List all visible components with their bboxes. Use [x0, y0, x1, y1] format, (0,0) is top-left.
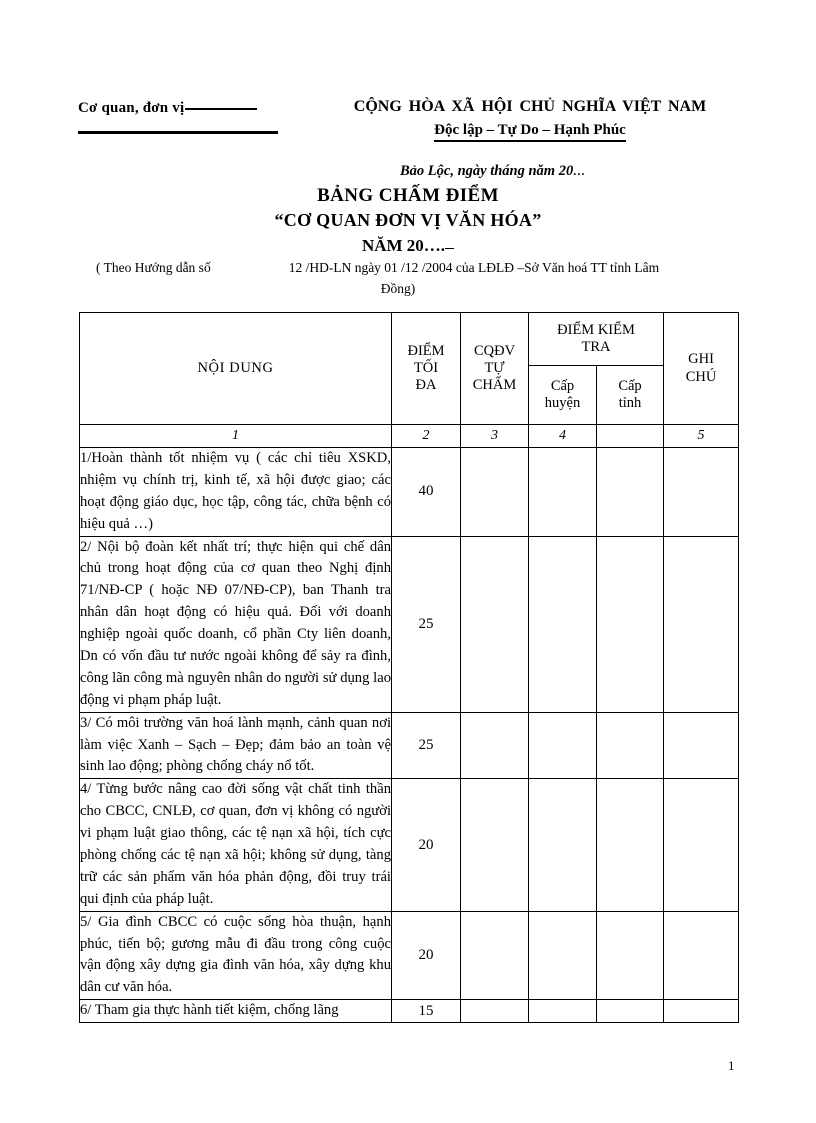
national-motto: Độc lập – Tự Do – Hạnh Phúc [434, 122, 626, 142]
page-year-text: NĂM 20…. [361, 235, 446, 255]
criterion-district-score[interactable] [529, 448, 597, 537]
criterion-note[interactable] [664, 911, 739, 1000]
header-cqdv-line3: CHẤM [472, 377, 517, 394]
header-ghi-chu [664, 313, 739, 425]
table-column-number-row [80, 425, 739, 448]
score-table [79, 312, 739, 1023]
criterion-note[interactable] [664, 712, 739, 779]
reference-line-2: Đồng) [380, 280, 416, 296]
criterion-district-score[interactable] [529, 1000, 597, 1023]
table-row [80, 779, 739, 911]
criterion-province-score[interactable] [597, 712, 664, 779]
criterion-max-score: 40 [392, 448, 461, 537]
header-diem-toi-da-line1: ĐIỂM [407, 342, 445, 359]
page-year-blank [445, 248, 454, 249]
column-number-5: 5 [664, 425, 739, 448]
table-row [80, 448, 739, 537]
criterion-self-score[interactable] [461, 779, 529, 911]
criterion-note[interactable] [664, 1000, 739, 1023]
criterion-content: 5/ Gia đình CBCC có cuộc sống hòa thuận, hạnh phúc, tiến bộ; gương mẫu đi đầu trong công cuộc vận động xây dựng gia đình văn hóa, xây dựng khu dân cư văn hóa. [80, 911, 392, 1000]
criterion-province-score[interactable] [597, 779, 664, 911]
criterion-district-score[interactable] [529, 779, 597, 911]
header-diem-toi-da [392, 313, 461, 425]
header-cap-huyen-line2: huyện [544, 395, 581, 411]
page-title: BẢNG CHẤM ĐIỂM [317, 185, 499, 206]
place-date-text: Bảo Lộc, ngày tháng năm 20 [400, 163, 574, 179]
column-number-4: 4 [529, 425, 597, 448]
page-year-line [78, 235, 738, 257]
criterion-max-score: 25 [392, 536, 461, 712]
table-row [80, 712, 739, 779]
criterion-province-score[interactable] [597, 911, 664, 1000]
criterion-note[interactable] [664, 779, 739, 911]
criterion-district-score[interactable] [529, 712, 597, 779]
score-table-head [80, 313, 739, 448]
reference-lead: ( Theo Hướng dẫn số [96, 260, 211, 275]
criterion-content: 3/ Có môi trường văn hoá lành mạnh, cảnh quan nơi làm việc Xanh – Sạch – Đẹp; đảm bảo an toàn vệ sinh lao động; phòng chống cháy nổ tốt. [80, 712, 392, 779]
criterion-note[interactable] [664, 536, 739, 712]
place-date-suffix: … [573, 164, 586, 178]
criterion-max-score: 25 [392, 712, 461, 779]
column-number-blank [597, 425, 664, 448]
header-diem-kiem-tra [529, 313, 664, 366]
reference-line-1 [96, 258, 740, 278]
criterion-max-score: 20 [392, 779, 461, 911]
score-table-body [80, 448, 739, 1023]
organization-label: Cơ quan, đơn vị [78, 100, 185, 116]
criterion-self-score[interactable] [461, 712, 529, 779]
criterion-content: 1/Hoàn thành tốt nhiệm vụ ( các chỉ tiêu XSKD, nhiệm vụ chính trị, kinh tế, xã hội được giao; các hoạt động giáo dục, học tập, công tác, chữa bệnh có hiệu quả …) [80, 448, 392, 537]
header-dkt-line1: ĐIỂM KIỂM [557, 321, 635, 338]
national-title: CỘNG HÒA XÃ HỘI CHỦ NGHĨA VIỆT NAM [353, 98, 707, 115]
header-cap-huyen [529, 366, 597, 425]
table-row [80, 536, 739, 712]
criterion-max-score: 15 [392, 1000, 461, 1023]
criterion-content: 2/ Nội bộ đoàn kết nhất trí; thực hiện qui chế dân chủ trong hoạt động của cơ quan theo Nghị định 71/NĐ-CP ( hoặc NĐ 07/NĐ-CP), ban Thanh tra nhân dân hoạt động có hiệu quả. Đối với doanh nghiệp ngoài quốc doanh, cổ phần Cty liên doanh, Dn có vốn đầu tư nước ngoài không để sảy ra đình, công lãn công mà nguyên nhân do người sử dụng lao động vi phạm pháp luật. [80, 536, 392, 712]
criterion-content: 6/ Tham gia thực hành tiết kiệm, chống lãng [80, 1000, 392, 1023]
table-row [80, 1000, 739, 1023]
criterion-province-score[interactable] [597, 1000, 664, 1023]
title-block [78, 184, 738, 257]
header-ghi-chu-line2: CHÚ [685, 368, 717, 385]
table-row [80, 911, 739, 1000]
header-diem-toi-da-line3: ĐA [415, 377, 437, 394]
header-cqdv-line1: CQĐV [473, 342, 516, 359]
criterion-self-score[interactable] [461, 911, 529, 1000]
reference-body: 12 /HD-LN ngày 01 /12 /2004 của LĐLĐ –Sở Văn hoá TT tỉnh Lâm [288, 260, 660, 275]
criterion-max-score: 20 [392, 911, 461, 1000]
national-heading [328, 98, 738, 142]
column-number-3: 3 [461, 425, 529, 448]
criterion-self-score[interactable] [461, 448, 529, 537]
header-noi-dung: NỘI DUNG [80, 313, 392, 425]
header-diem-toi-da-line2: TỐI [413, 359, 439, 376]
column-number-2: 2 [392, 425, 461, 448]
header-cap-tinh-line2: tỉnh [618, 395, 642, 411]
criterion-province-score[interactable] [597, 448, 664, 537]
header-ghi-chu-line1: GHI [688, 351, 714, 368]
criterion-province-score[interactable] [597, 536, 664, 712]
document-header [78, 98, 738, 142]
criterion-self-score[interactable] [461, 536, 529, 712]
header-cqdv-tu-cham [461, 313, 529, 425]
criterion-district-score[interactable] [529, 536, 597, 712]
page-number: 1 [728, 1058, 735, 1073]
column-number-1: 1 [80, 425, 392, 448]
page-subtitle: “CƠ QUAN ĐƠN VỊ VĂN HÓA” [274, 210, 542, 231]
organization-label-line [78, 100, 328, 117]
organization-underline [78, 131, 278, 134]
organization-blank-fill [185, 108, 257, 110]
reference-note [96, 258, 740, 298]
place-and-date [400, 163, 700, 180]
criterion-self-score[interactable] [461, 1000, 529, 1023]
table-header-row-1 [80, 313, 739, 366]
header-cqdv-line2: TỰ [484, 359, 505, 376]
criterion-note[interactable] [664, 448, 739, 537]
criterion-content: 4/ Từng bước nâng cao đời sống vật chất tinh thần cho CBCC, CNLĐ, cơ quan, đơn vị không có người vi phạm luật giao thông, các tệ nạn xã hội, tích cực phòng chống các tệ nạn xã hội; không sử dụng, tàng trữ các sản phẩm văn hóa phản động, đồi truy trái qui định của pháp luật. [80, 779, 392, 911]
header-cap-tinh [597, 366, 664, 425]
organization-block [78, 98, 328, 134]
header-cap-huyen-line1: Cấp [550, 377, 575, 394]
criterion-district-score[interactable] [529, 911, 597, 1000]
header-dkt-line2: TRA [581, 339, 611, 355]
header-cap-tinh-line1: Cấp [618, 377, 642, 394]
